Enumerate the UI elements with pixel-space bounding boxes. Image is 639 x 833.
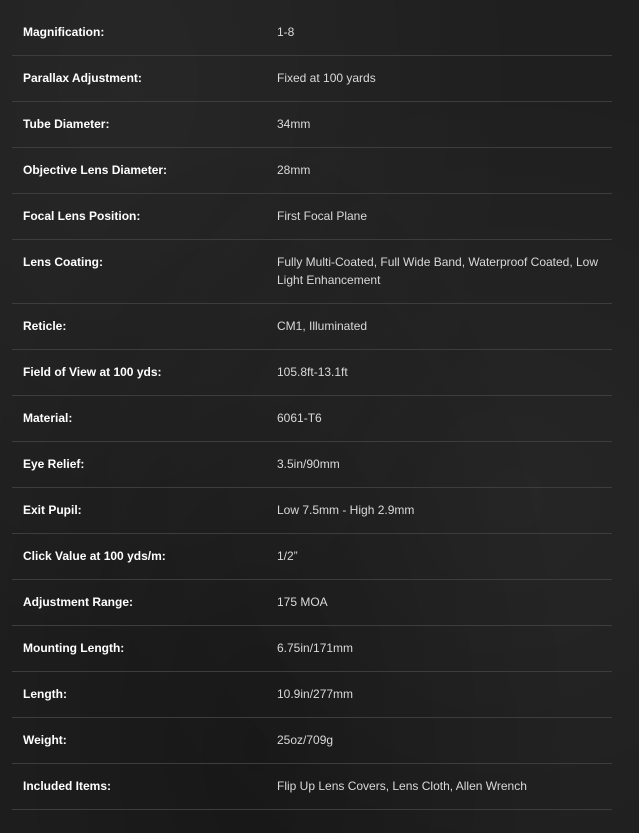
spec-row-reticle: [12, 304, 612, 350]
spec-label: Parallax Adjustment:: [23, 71, 142, 85]
spec-label: Reticle:: [23, 319, 67, 333]
spec-value: CM1, Illuminated: [277, 319, 368, 333]
spec-label: Tube Diameter:: [23, 117, 110, 131]
spec-value: 175 MOA: [277, 595, 328, 609]
spec-label: Length:: [23, 687, 67, 701]
spec-value: Low 7.5mm - High 2.9mm: [277, 503, 415, 517]
spec-label: Click Value at 100 yds/m:: [23, 549, 166, 563]
spec-label: Mounting Length:: [23, 641, 125, 655]
spec-row-objective-lens-diameter: [12, 148, 612, 194]
spec-value: 34mm: [277, 117, 311, 131]
spec-label: Field of View at 100 yds:: [23, 365, 162, 379]
spec-row-eye-relief: [12, 442, 612, 488]
spec-value: First Focal Plane: [277, 209, 368, 223]
spec-label: Exit Pupil:: [23, 503, 82, 517]
spec-row-magnification: [12, 10, 612, 56]
spec-value: 10.9in/277mm: [277, 687, 354, 701]
spec-label: Included Items:: [23, 779, 112, 793]
spec-row-tube-diameter: [12, 102, 612, 148]
spec-row-included-items: [12, 764, 612, 810]
spec-value: 25oz/709g: [277, 733, 334, 747]
spec-value: 1-8: [277, 25, 295, 39]
spec-value: 105.8ft-13.1ft: [277, 365, 348, 379]
specifications-table: [12, 10, 612, 810]
spec-label: Lens Coating:: [23, 255, 103, 269]
spec-label: Focal Lens Position:: [23, 209, 141, 223]
spec-value: 28mm: [277, 163, 311, 177]
spec-value: Fully Multi-Coated, Full Wide Band, Waterproof Coated, Low Light Enhancement: [277, 255, 599, 287]
spec-row-focal-lens-position: [12, 194, 612, 240]
spec-label: Adjustment Range:: [23, 595, 134, 609]
spec-value: 1/2”: [277, 549, 298, 563]
spec-value: Flip Up Lens Covers, Lens Cloth, Allen Wrench: [277, 779, 527, 793]
spec-label: Weight:: [23, 733, 67, 747]
spec-row-length: [12, 672, 612, 718]
spec-row-adjustment-range: [12, 580, 612, 626]
spec-label: Material:: [23, 411, 73, 425]
spec-value: 6061-T6: [277, 411, 322, 425]
spec-row-lens-coating: [12, 240, 612, 304]
spec-label: Magnification:: [23, 25, 105, 39]
spec-value: 6.75in/171mm: [277, 641, 354, 655]
spec-row-mounting-length: [12, 626, 612, 672]
spec-row-weight: [12, 718, 612, 764]
spec-row-exit-pupil: [12, 488, 612, 534]
spec-row-click-value: [12, 534, 612, 580]
spec-label: Eye Relief:: [23, 457, 85, 471]
spec-row-parallax-adjustment: [12, 56, 612, 102]
spec-row-field-of-view: [12, 350, 612, 396]
spec-value: Fixed at 100 yards: [277, 71, 376, 85]
spec-value: 3.5in/90mm: [277, 457, 340, 471]
spec-row-material: [12, 396, 612, 442]
spec-label: Objective Lens Diameter:: [23, 163, 168, 177]
